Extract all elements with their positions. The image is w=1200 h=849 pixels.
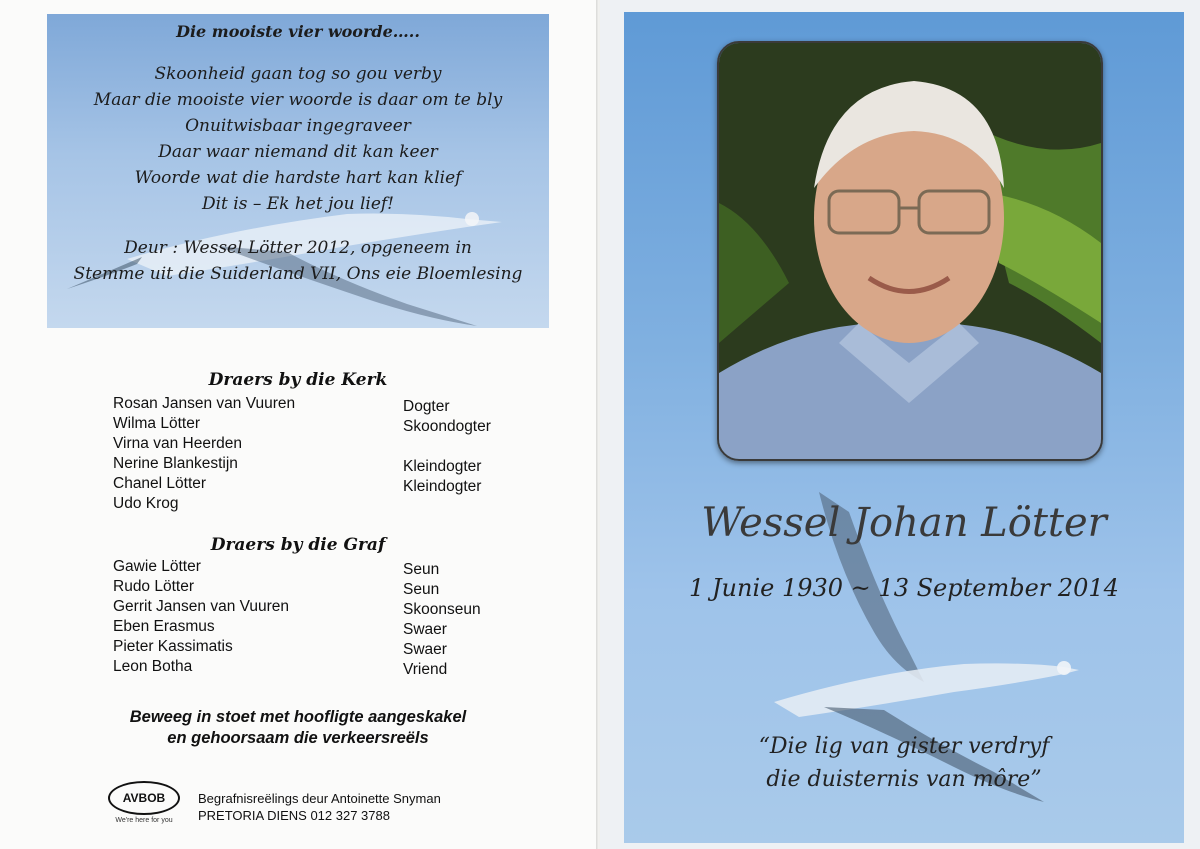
bearer-name: Eben Erasmus [113, 618, 215, 635]
grave-bearers-list [113, 558, 533, 678]
poem-title: Die mooiste vier woorde….. [176, 22, 420, 41]
bearer-relation: Skoonseun [403, 601, 481, 618]
bearer-row [113, 558, 533, 578]
deceased-name: Wessel Johan Lötter [701, 500, 1107, 546]
bearer-name: Chanel Lötter [113, 475, 207, 492]
notice-line: en gehoorsaam die verkeersreëls [167, 729, 429, 747]
poem-line: Daar waar niemand dit kan keer [158, 142, 438, 162]
bearer-name: Pieter Kassimatis [113, 638, 233, 655]
funeral-line: Begrafnisreëlings deur Antoinette Snyman [198, 791, 441, 806]
bearer-relation: Kleindogter [403, 458, 482, 475]
bearer-name: Wilma Lötter [113, 415, 200, 432]
portrait-illustration [719, 43, 1101, 459]
quote-line: “Die lig van gister verdryf [758, 734, 1050, 759]
bearer-row [113, 638, 533, 658]
bearer-relation: Dogter [403, 398, 450, 415]
bearer-relation: Skoondogter [403, 418, 491, 435]
bearer-name: Gawie Lötter [113, 558, 201, 575]
funeral-arrangements [198, 790, 441, 824]
bearer-row [113, 435, 533, 455]
bearer-row [113, 455, 533, 475]
bearer-name: Rosan Jansen van Vuuren [113, 395, 296, 412]
bearer-name: Udo Krog [113, 495, 179, 512]
bearer-row [113, 578, 533, 598]
bearer-name: Virna van Heerden [113, 435, 242, 452]
poem-line: Maar die mooiste vier woorde is daar om te bly [93, 90, 503, 110]
bearer-row [113, 618, 533, 638]
funeral-line: PRETORIA DIENS 012 327 3788 [198, 808, 390, 823]
quote-line: die duisternis van môre” [766, 767, 1042, 792]
church-bearers-title: Draers by die Kerk [208, 370, 388, 390]
avbob-logo [108, 781, 180, 824]
bearer-row [113, 598, 533, 618]
bearer-name: Gerrit Jansen van Vuuren [113, 598, 290, 615]
poem [0, 22, 596, 287]
bearer-row [113, 658, 533, 678]
logo-text: AVBOB [108, 781, 180, 815]
logo-tagline: We're here for you [115, 817, 173, 824]
bearer-relation: Seun [403, 581, 440, 598]
cover-quote [624, 730, 1184, 796]
notice-line: Beweeg in stoet met hoofligte aangeskakel [129, 708, 467, 726]
poem-line: Skoonheid gaan tog so gou verby [154, 64, 442, 84]
poem-line: Woorde wat die hardste hart kan klief [134, 168, 462, 188]
bearer-relation: Kleindogter [403, 478, 482, 495]
poem-credit-line: Deur : Wessel Lötter 2012, opgeneem in [124, 238, 472, 258]
poem-credit-line: Stemme uit die Suiderland VII, Ons eie Bloemlesing [73, 264, 523, 284]
portrait-photo [717, 41, 1103, 461]
church-bearers-list [113, 395, 533, 515]
bearer-name: Rudo Lötter [113, 578, 194, 595]
poem-credit [0, 235, 596, 287]
bearer-row [113, 475, 533, 495]
bearer-name: Leon Botha [113, 658, 193, 675]
bearer-row [113, 415, 533, 435]
life-dates: 1 Junie 1930 ~ 13 September 2014 [689, 574, 1119, 602]
bearer-relation: Vriend [403, 661, 448, 678]
bearer-row [113, 495, 533, 515]
bearer-relation: Swaer [403, 641, 447, 658]
poem-line: Dit is – Ek het jou lief! [201, 194, 395, 214]
bearer-relation: Seun [403, 561, 440, 578]
inner-left-page [0, 0, 598, 849]
bearer-name: Nerine Blankestijn [113, 455, 238, 472]
bearer-relation: Swaer [403, 621, 447, 638]
procession-notice [0, 707, 596, 749]
bearer-row [113, 395, 533, 415]
grave-bearers-title: Draers by die Graf [210, 535, 386, 555]
poem-line: Onuitwisbaar ingegraveer [185, 116, 411, 136]
